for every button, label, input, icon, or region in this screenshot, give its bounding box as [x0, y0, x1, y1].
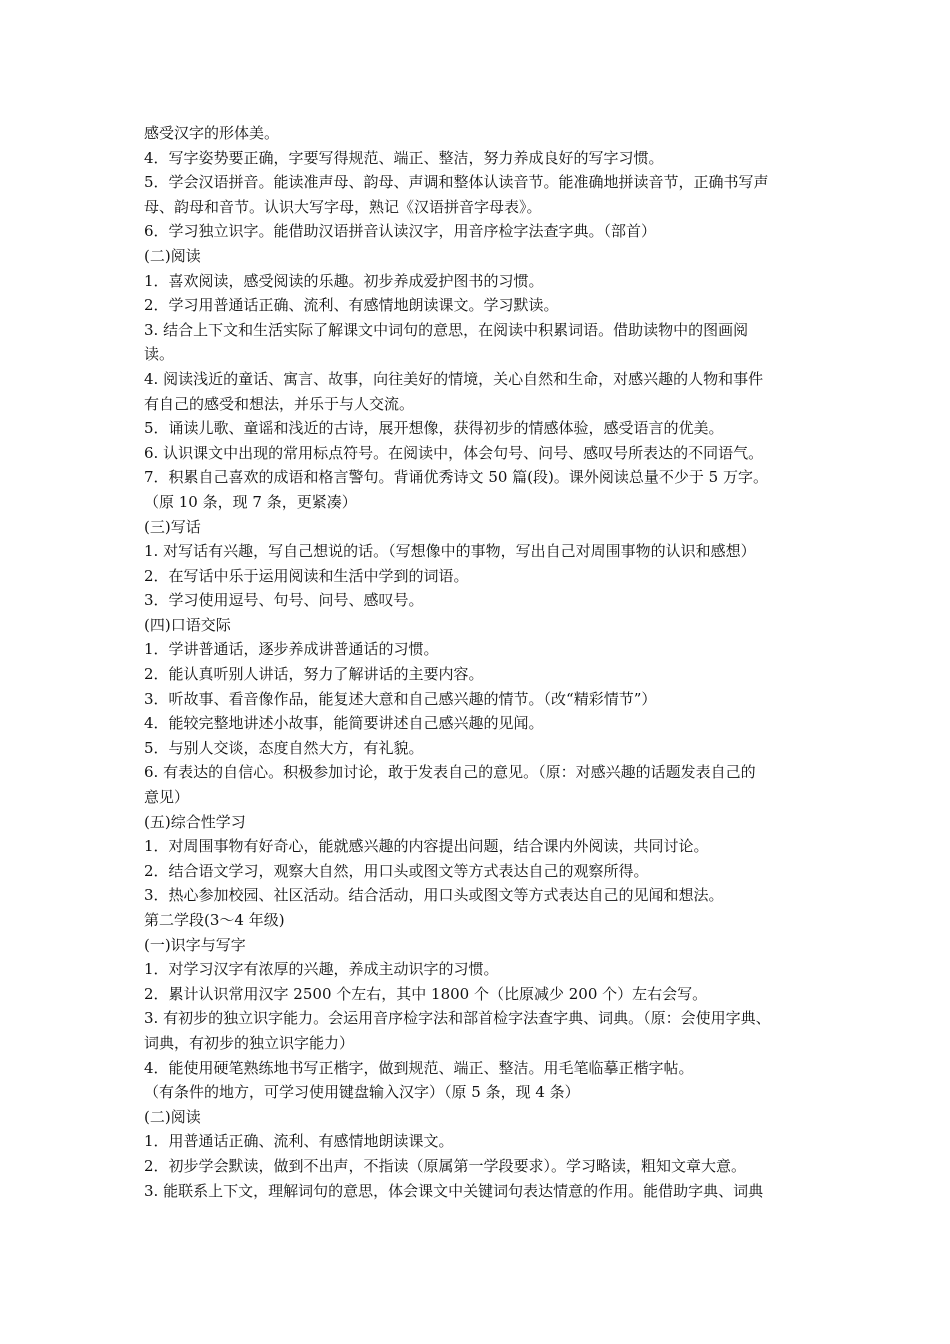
text-line: 6. 认识课文中出现的常用标点符号。在阅读中，体会句号、问号、感叹号所表达的不同语气。 [144, 443, 764, 462]
text-line: 词典，有初步的独立识字能力） [144, 1033, 355, 1052]
text-line: 3. 结合上下文和生活实际了解课文中词句的意思，在阅读中积累词语。借助读物中的图画阅 [144, 320, 749, 339]
text-line: 1．对周围事物有好奇心，能就感兴趣的内容提出问题，结合课内外阅读，共同讨论。 [144, 837, 709, 856]
text-line: 有自己的感受和想法，并乐于与人交流。 [144, 394, 415, 413]
section-heading: (一)识字与写字 [144, 935, 246, 954]
text-line: 2．在写话中乐于运用阅读和生活中学到的词语。 [144, 566, 469, 585]
text-line: 3．热心参加校园、社区活动。结合活动，用口头或图文等方式表达自己的见闻和想法。 [144, 886, 724, 905]
text-line: 1．用普通话正确、流利、有感情地朗读课文。 [144, 1132, 454, 1151]
text-line: 2．累计认识常用汉字 2500 个左右，其中 1800 个（比原减少 200 个）左右会写。 [144, 984, 708, 1003]
text-line: 感受汉字的形体美。 [144, 124, 280, 142]
text-line: 6. 有表达的自信心。积极参加讨论，敢于发表自己的意见。（原：对感兴趣的话题发表自己的 [144, 763, 756, 782]
text-line: 意见） [144, 788, 190, 807]
text-line: 1．喜欢阅读，感受阅读的乐趣。初步养成爱护图书的习惯。 [144, 271, 544, 290]
text-line: 母、韵母和音节。认识大写字母，熟记《汉语拼音字母表》。 [144, 197, 542, 216]
text-line: 4. 阅读浅近的童话、寓言、故事，向往美好的情境，关心自然和生命，对感兴趣的人物和事件 [144, 369, 764, 388]
section-heading: (五)综合性学习 [144, 812, 246, 831]
document-body [144, 121, 816, 1203]
section-heading: (二)阅读 [144, 1107, 201, 1126]
text-line: 6．学习独立识字。能借助汉语拼音认读汉字，用音序检字法查字典。（部首） [144, 222, 657, 241]
text-line: 4．能较完整地讲述小故事，能简要讲述自己感兴趣的见闻。 [144, 714, 544, 733]
text-line: 4．能使用硬笔熟练地书写正楷字，做到规范、端正、整洁。用毛笔临摹正楷字帖。 [144, 1058, 694, 1077]
text-line: 3. 有初步的独立识字能力。会运用音序检字法和部首检字法查字典、词典。（原：会使用字典、 [144, 1009, 771, 1028]
text-line: 1. 对写话有兴趣，写自己想说的话。（写想像中的事物，写出自己对周围事物的认识和感想） [144, 542, 756, 561]
text-line: 3. 能联系上下文，理解词句的意思，体会课文中关键词句表达情意的作用。能借助字典、词典 [144, 1181, 764, 1200]
text-line: 1．对学习汉字有浓厚的兴趣，养成主动识字的习惯。 [144, 960, 499, 979]
text-line: （原 10 条，现 7 条，更紧凑） [144, 492, 357, 511]
text-line: 3．听故事、看音像作品，能复述大意和自己感兴趣的情节。（改“精彩情节”） [144, 689, 657, 708]
section-heading: (四)口语交际 [144, 615, 231, 634]
text-line: 5．诵读儿歌、童谣和浅近的古诗，展开想像，获得初步的情感体验，感受语言的优美。 [144, 419, 724, 438]
section-heading: (二)阅读 [144, 246, 201, 265]
text-line: 7．积累自己喜欢的成语和格言警句。背诵优秀诗文 50 篇(段)。课外阅读总量不少于 5 万字。 [144, 468, 768, 487]
text-line: 2．结合语文学习，观察大自然，用口头或图文等方式表达自己的观察所得。 [144, 861, 649, 880]
text-line: 读。 [144, 345, 175, 364]
stage-heading: 第二学段(3～4 年级) [144, 911, 285, 929]
text-line: 5．学会汉语拼音。能读准声母、韵母、声调和整体认读音节。能准确地拼读音节，正确书写声 [144, 173, 769, 192]
text-line: 4．写字姿势要正确，字要写得规范、端正、整洁，努力养成良好的写字习惯。 [144, 148, 664, 167]
text-line: 5．与别人交谈，态度自然大方，有礼貌。 [144, 738, 424, 757]
text-line: （有条件的地方，可学习使用键盘输入汉字）（原 5 条，现 4 条） [144, 1083, 580, 1102]
text-line: 2．能认真听别人讲话，努力了解讲话的主要内容。 [144, 665, 484, 684]
section-heading: (三)写话 [144, 517, 201, 536]
text-line: 1．学讲普通话，逐步养成讲普通话的习惯。 [144, 640, 439, 659]
text-line: 2．初步学会默读，做到不出声，不指读（原属第一学段要求）。学习略读，粗知文章大意。 [144, 1156, 747, 1175]
text-line: 3．学习使用逗号、句号、问号、感叹号。 [144, 591, 424, 610]
text-line: 2．学习用普通话正确、流利、有感情地朗读课文。学习默读。 [144, 296, 559, 315]
